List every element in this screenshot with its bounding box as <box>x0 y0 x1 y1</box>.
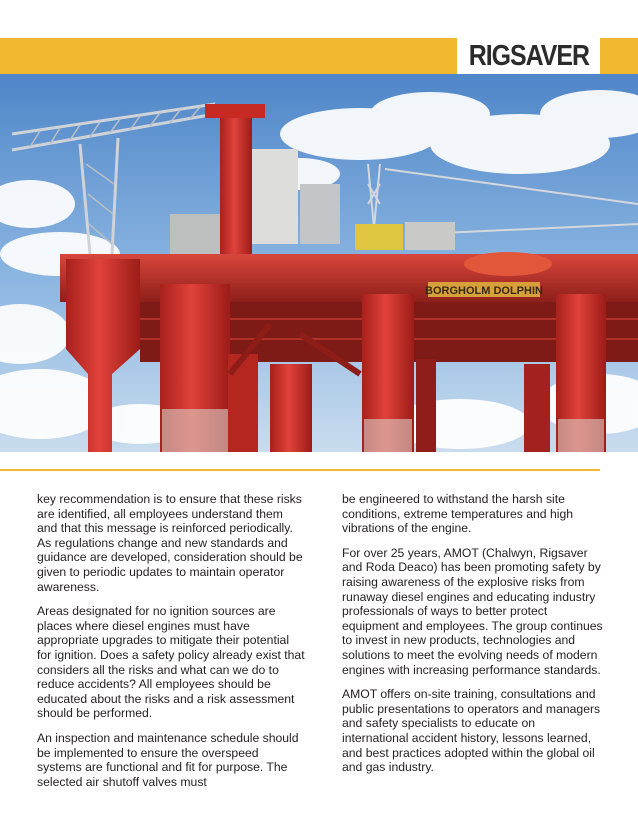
rig-name-sign: BORGHOLM DOLPHIN <box>425 285 543 297</box>
paragraph: An inspection and maintenance schedule should be implemented to ensure the overspeed systems are functional and fit for purpose. The selected air shutoff valves must <box>37 730 299 789</box>
paragraph: key recommendation is to ensure that these risks are identified, all employees understand them and that this message is reinforced periodically. As regulations change and new standards and guidance are developed, consideration should be given to periodic updates to maintain operator awareness. <box>37 492 303 594</box>
rig-photo <box>0 74 638 452</box>
paragraph: AMOT offers on-site training, consultations and public presentations to operators and managers and safety specialists to educate on international accident history, lessons learned, and best practices adopted within the global oil and gas industry. <box>342 687 601 775</box>
paragraph: For over 25 years, AMOT (Chalwyn, Rigsaver and Roda Deaco) has been promoting safety by raising awareness of the explosive risks from runaway diesel engines and educating industry professionals of ways to better protect equipment and employees. The group continues to invest in new products, technologies and solutions to meet the evolving needs of modern engines with increasing performance standards. <box>342 545 603 677</box>
logo-text: RIGSAVER <box>468 39 589 72</box>
left-column <box>37 492 305 799</box>
paragraph: Areas designated for no ignition sources are places where diesel engines must have appropriate upgrades to mitigate their potential for ignition. Does a safety policy already exist that considers all the risks and what can we do to reduce accidents? All employees should be educated about the risks and a risk assessment should be performed. <box>37 604 305 721</box>
right-column <box>342 492 604 785</box>
paragraph: be engineered to withstand the harsh site conditions, extreme temperatures and high vibrations of the engine. <box>342 492 574 536</box>
rigsaver-logo <box>457 38 600 74</box>
section-divider <box>0 469 600 471</box>
